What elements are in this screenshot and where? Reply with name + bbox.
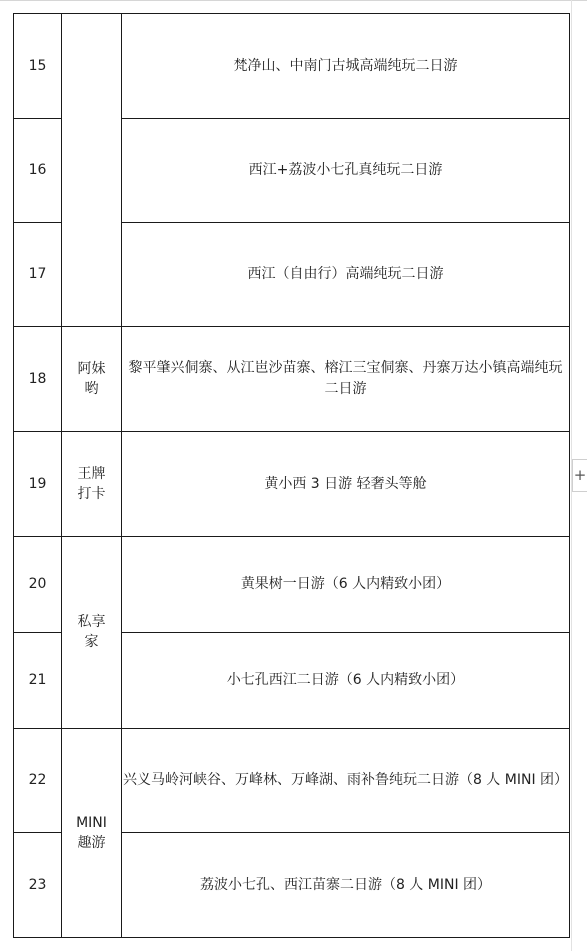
table-row <box>14 327 570 432</box>
row-number: 22 <box>14 729 62 833</box>
row-number: 21 <box>14 633 62 729</box>
category-label: 阿妹哟 <box>77 360 106 397</box>
row-number: 17 <box>14 223 62 327</box>
category-cell <box>62 537 122 729</box>
itinerary-description: 黄小西 3 日游 轻奢头等舱 <box>122 432 570 537</box>
itinerary-description: 西江（自由行）高端纯玩二日游 <box>122 223 570 327</box>
itinerary-description: 黎平肇兴侗寨、从江岜沙苗寨、榕江三宝侗寨、丹寨万达小镇高端纯玩二日游 <box>122 327 570 432</box>
category-label: MINI趣游 <box>76 814 107 851</box>
row-number: 15 <box>14 14 62 119</box>
row-number: 19 <box>14 432 62 537</box>
itinerary-table <box>13 13 570 938</box>
table-row <box>14 14 570 119</box>
itinerary-description: 小七孔西江二日游（6 人内精致小团） <box>122 633 570 729</box>
table-row <box>14 432 570 537</box>
row-number: 23 <box>14 833 62 938</box>
add-row-button[interactable]: + <box>572 459 587 492</box>
row-number: 16 <box>14 119 62 223</box>
category-cell <box>62 14 122 327</box>
category-label: 王牌打卡 <box>77 465 106 502</box>
row-number: 20 <box>14 537 62 633</box>
category-label: 私享家 <box>77 614 106 650</box>
itinerary-description: 兴义马岭河峡谷、万峰林、万峰湖、雨补鲁纯玩二日游（8 人 MINI 团） <box>122 729 570 833</box>
itinerary-description: 荔波小七孔、西江苗寨二日游（8 人 MINI 团） <box>122 833 570 938</box>
category-cell <box>62 327 122 432</box>
category-cell <box>62 729 122 938</box>
itinerary-description: 梵净山、中南门古城高端纯玩二日游 <box>122 14 570 119</box>
itinerary-description: 西江+荔波小七孔真纯玩二日游 <box>122 119 570 223</box>
row-number: 18 <box>14 327 62 432</box>
itinerary-description: 黄果树一日游（6 人内精致小团） <box>122 537 570 633</box>
table-row <box>14 729 570 833</box>
table-row <box>14 537 570 633</box>
top-border <box>0 0 587 3</box>
category-cell <box>62 432 122 537</box>
